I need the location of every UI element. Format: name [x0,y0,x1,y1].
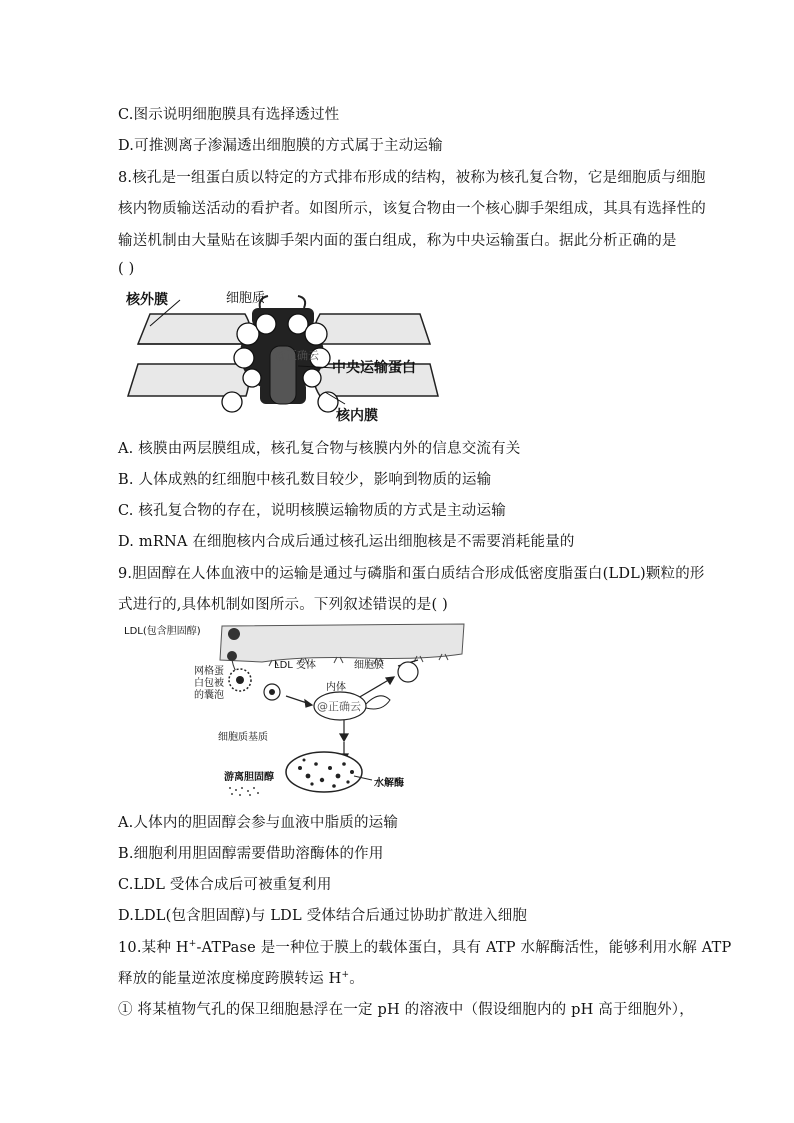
q9-option-d: D.LDL(包含胆固醇)与 LDL 受体结合后通过协助扩散进入细胞 [118,908,528,924]
q10-stem-line1: 10.某种 H+-ATPase 是一种位于膜上的载体蛋白，具有 ATP 水解酶活性，能够利用水解 ATP [118,939,732,956]
q8-option-c: C. 核孔复合物的存在，说明核膜运输物质的方式是主动运输 [118,503,506,519]
q9-stem-line2: 式进行的,具体机制如图所示。下列叙述错误的是( ) [118,597,449,613]
q7-option-d: D.可推测离子渗漏透出细胞膜的方式属于主动运输 [118,138,443,154]
q8-stem-line2: 核内物质输送活动的看护者。如图所示，该复合物由一个核心脚手架组成，其具有选择性的 [118,201,706,217]
label-endosome: 内体 [326,682,346,693]
q9-option-b: B.细胞利用胆固醇需要借助溶酶体的作用 [118,846,384,862]
label-central-transport-protein: 中央运输蛋白 [332,360,416,376]
q8-option-d: D. mRNA 在细胞核内合成后通过核孔运出细胞核是不需要消耗能量的 [118,534,575,550]
q8-stem-line1: 8.核孔是一组蛋白质以特定的方式排布形成的结构，被称为核孔复合物，它是细胞质与细胞 [118,170,706,186]
q9-option-a: A.人体内的胆固醇会参与血液中脂质的运输 [118,815,399,831]
label-ldl-receptor: LDL 受体 [274,660,317,671]
label-vesicle-2: 白包被 [194,678,224,689]
q8-option-b: B. 人体成熟的红细胞中核孔数目较少，影响到物质的运输 [118,472,492,488]
label-cytoplasmic-matrix: 细胞质基质 [218,732,268,743]
label-vesicle-1: 网格蛋 [194,666,224,677]
nuclear-pore-figure [120,286,440,428]
label-cytoplasm: 细胞质 [226,291,266,306]
q8-stem-line3: 输送机制由大量贴在该脚手架内面的蛋白组成，称为中央运输蛋白。据此分析正确的是 [118,233,677,249]
watermark: @正确云 [275,349,319,362]
q10-item-1: ① 将某植物气孔的保卫细胞悬浮在一定 pH 的溶液中（假设细胞内的 pH 高于细胞外）， [118,1002,694,1018]
watermark: @正确云 [317,700,361,713]
label-outer-membrane: 核外膜 [126,292,168,308]
q9-stem-line1: 9.胆固醇在人体血液中的运输是通过与磷脂和蛋白质结合形成低密度脂蛋白(LDL)颗粒的形 [118,566,705,582]
label-inner-membrane: 核内膜 [336,408,378,424]
q8-option-a: A. 核膜由两层膜组成，核孔复合物与核膜内外的信息交流有关 [118,441,521,457]
q10-stem-line2: 释放的能量逆浓度梯度跨膜转运 H+。 [118,970,364,987]
label-vesicle-3: 的囊泡 [194,690,224,701]
q9-option-c: C.LDL 受体合成后可被重复利用 [118,877,332,893]
label-cell-membrane: 细胞膜 [354,660,384,671]
label-hydrolase: 水解酶 [374,778,404,789]
q7-option-c: C.图示说明细胞膜具有选择透过性 [118,107,340,123]
ldl-uptake-figure [122,620,467,800]
label-ldl: LDL(包含胆固醇) [124,626,201,637]
label-free-cholesterol: 游离胆固醇 [224,772,274,783]
q8-answer-bracket: ( ) [118,261,135,277]
